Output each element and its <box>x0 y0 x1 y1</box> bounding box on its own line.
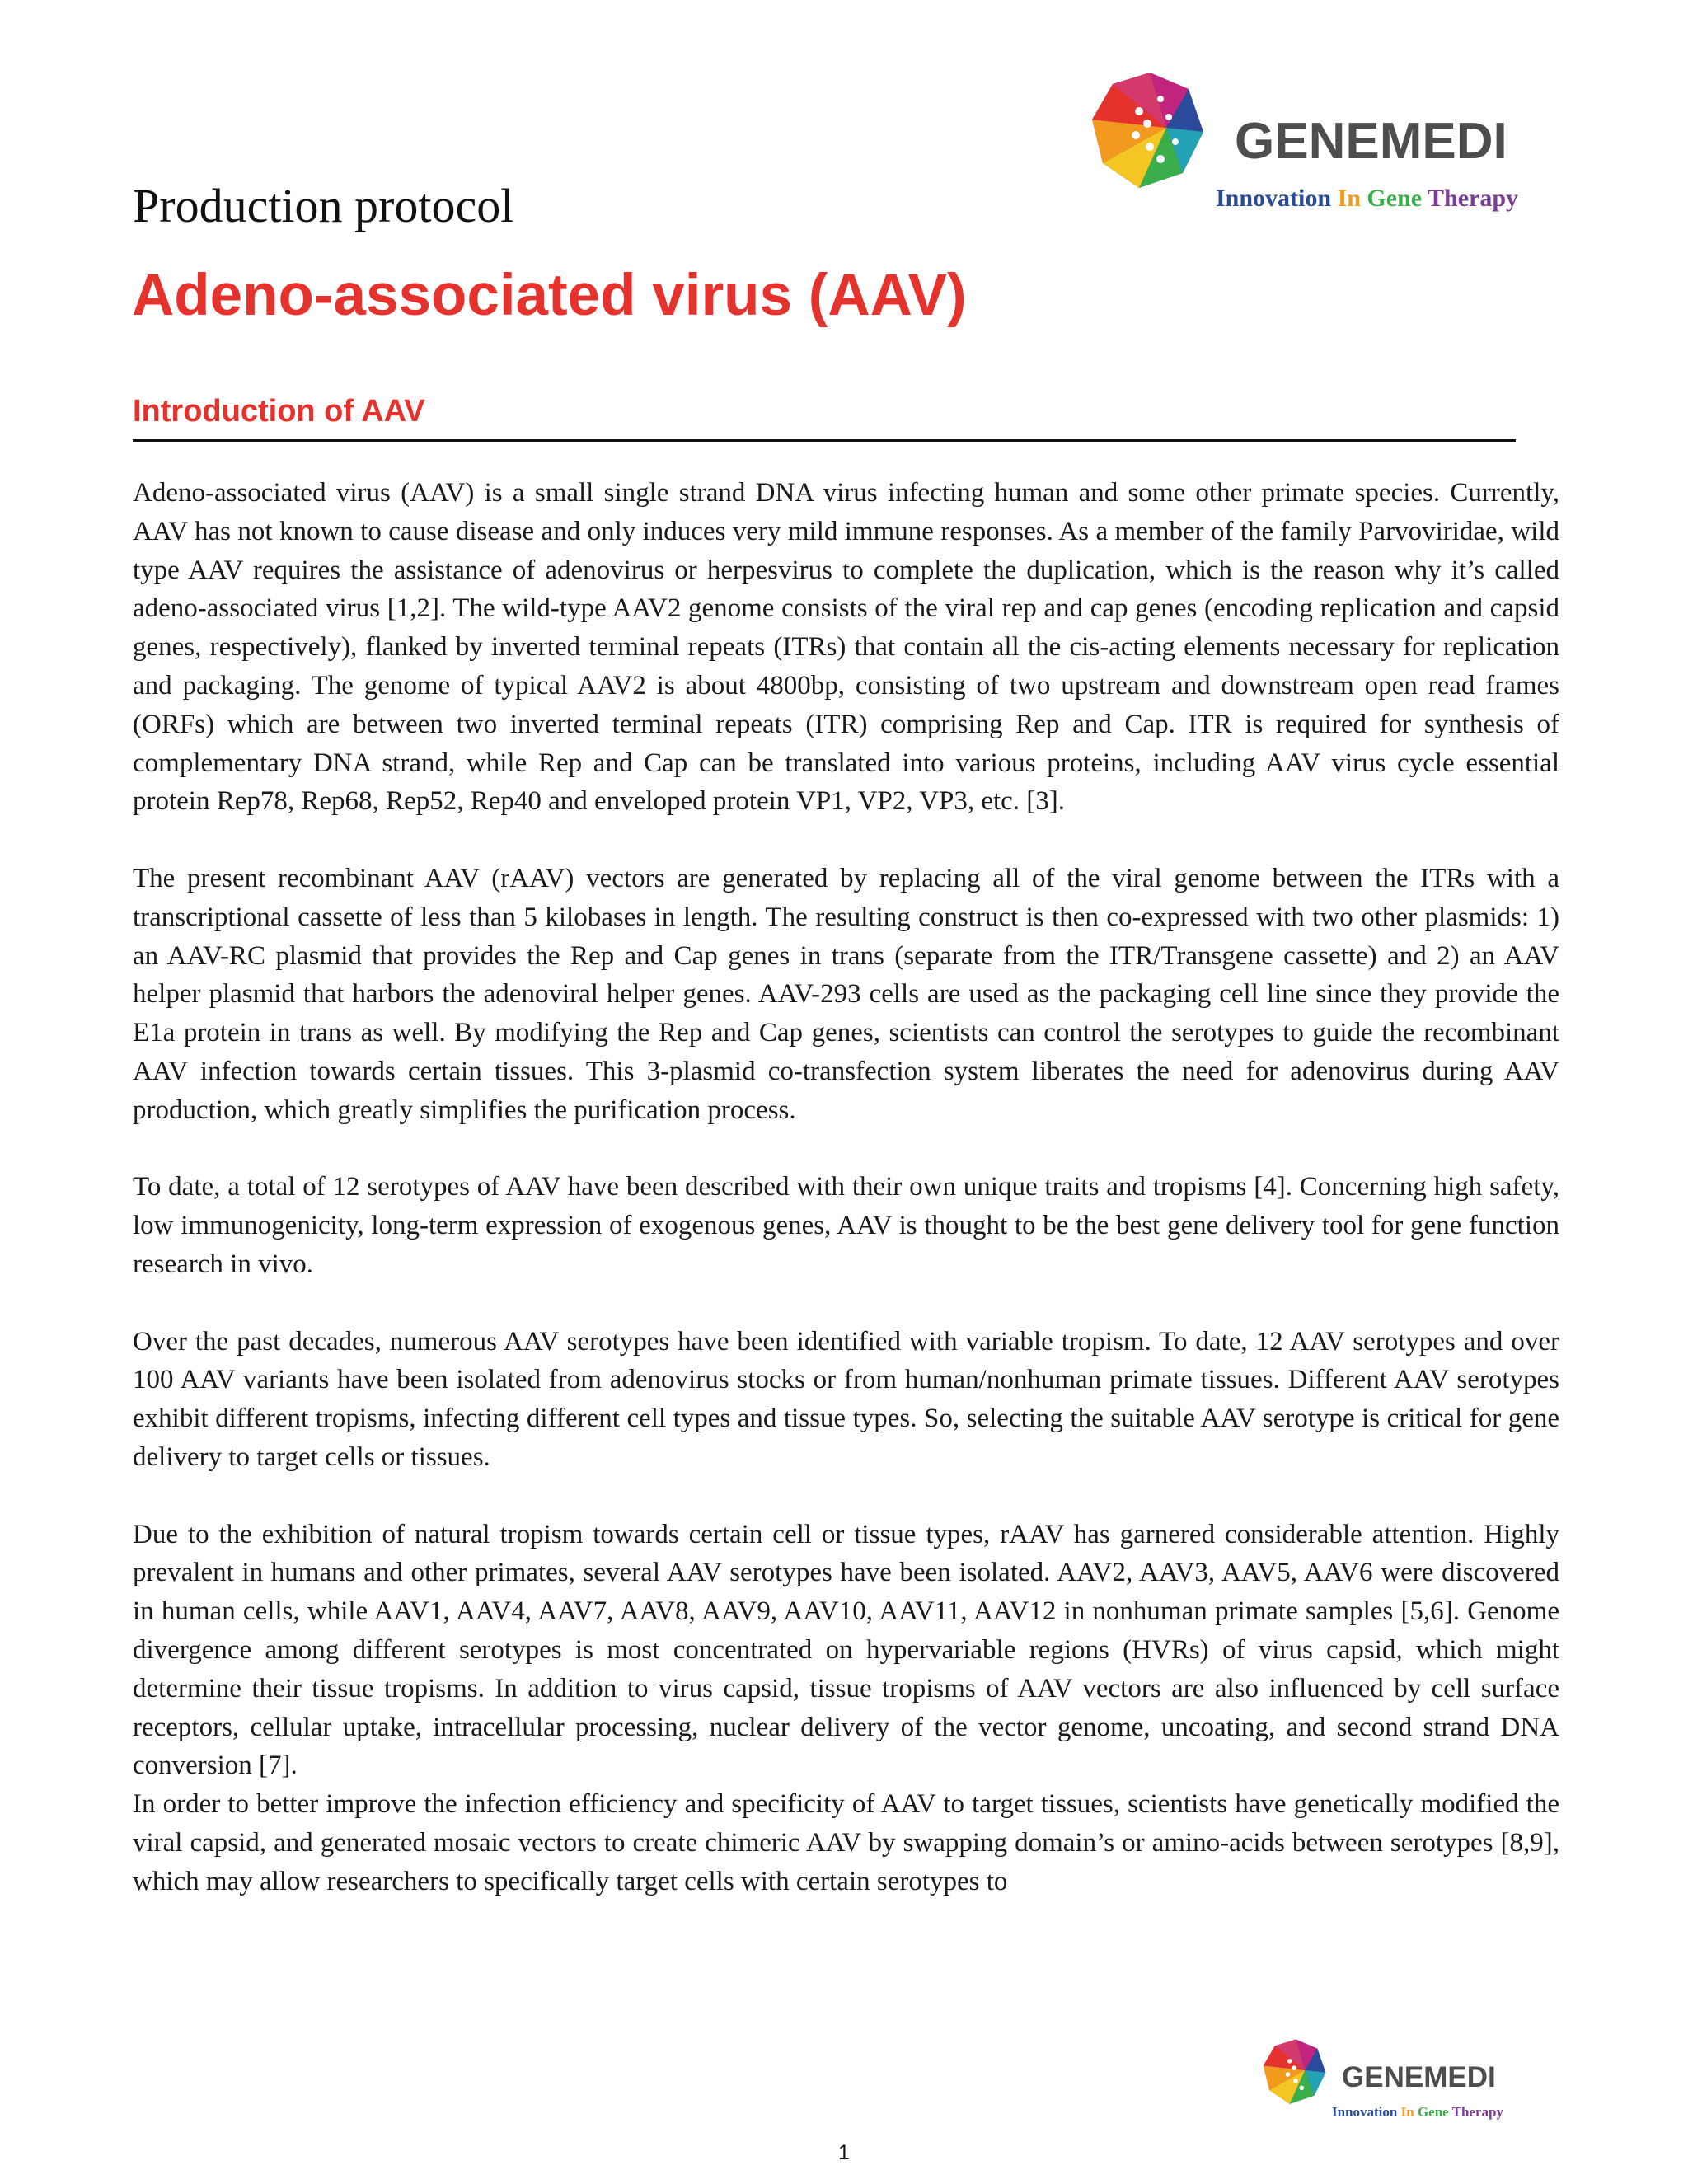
brand-tagline: Innovation In Gene Therapy <box>1332 2104 1504 2120</box>
paragraph: Adeno-associated virus (AAV) is a small single strand DNA virus infecting human and some other primate species. Currently, AAV has not known to cause disease and only induces very mild immune responses. As a member of the family Parvoviridae, wild type AAV requires the assistance of adenovirus or herpesvirus to complete the duplication, which is the reason why it’s called adeno-associated virus [1,2]. The wild-type AAV2 genome consists of the viral rep and cap genes (encoding replication and capsid genes, respectively), flanked by inverted terminal repeats (ITRs) that contain all the cis-acting elements necessary for replication and packaging. The genome of typical AAV2 is about 4800bp, consisting of two upstream and downstream open read frames (ORFs) which are between two inverted terminal repeats (ITR) comprising Rep and Cap. ITR is required for synthesis of complementary DNA strand, while Rep and Cap can be translated into various proteins, including AAV virus cycle essential protein Rep78, Rep68, Rep52, Rep40 and enveloped protein VP1, VP2, VP3, etc. [3]. <box>133 478 1559 817</box>
document-kicker: Production protocol <box>133 179 514 232</box>
paragraph: To date, a total of 12 serotypes of AAV have been described with their own unique traits and tropisms [4]. Concerning high safety, low immunogenicity, long-term expression of exogenous genes, AAV is thought to be the best gene delivery tool for gene function research in vivo. <box>133 1172 1559 1279</box>
brand-wordmark: GENEMEDI <box>1235 113 1507 170</box>
page-number: 1 <box>838 2141 850 2164</box>
hexagon-logo-icon <box>1264 2039 1326 2103</box>
genemedi-logo-bottom <box>1261 2036 1550 2126</box>
paragraph: In order to better improve the infection efficiency and specificity of AAV to target tissues, scientists have genetically modified the viral capsid, and generated mosaic vectors to create chimeric AAV by swapping domain’s or amino-acids between serotypes [8,9], which may allow researchers to specifically target cells with certain serotypes to <box>133 1789 1559 1896</box>
paragraph: The present recombinant AAV (rAAV) vectors are generated by replacing all of the viral genome between the ITRs with a transcriptional cassette of less than 5 kilobases in length. The resulting construct is then co-expressed with two other plasmids: 1) an AAV-RC plasmid that provides the Rep and Cap genes in trans (separate from the ITR/Transgene cassette) and 2) an AAV helper plasmid that harbors the adenoviral helper genes. AAV-293 cells are used as the packaging cell line since they provide the E1a protein in trans as well. By modifying the Rep and Cap genes, scientists can control the serotypes to guide the recombinant AAV infection towards certain tissues. This 3-plasmid co-transfection system liberates the need for adenovirus during AAV production, which greatly simplifies the purification process. <box>133 863 1559 1125</box>
page-title: Adeno-associated virus (AAV) <box>132 263 967 328</box>
brand-wordmark: GENEMEDI <box>1342 2061 1496 2093</box>
section-title: Introduction of AAV <box>133 394 425 429</box>
paragraph: Due to the exhibition of natural tropism towards certain cell or tissue types, rAAV has garnered considerable attention. Highly prevalent in humans and other primates, several AAV serotypes have been isolated. AAV2, AAV3, AAV5, AAV6 were discovered in human cells, while AAV1, AAV4, AAV7, AAV8, AAV9, AAV10, AAV11, AAV12 in nonhuman primate samples [5,6]. Genome divergence among different serotypes is most concentrated on hypervariable regions (HVRs) of virus capsid, which might determine their tissue tropisms. In addition to virus capsid, tissue tropisms of AAV vectors are also influenced by cell surface receptors, cellular uptake, intracellular processing, nuclear delivery of the vector genome, uncoating, and second strand DNA conversion [7]. <box>133 1519 1559 1781</box>
paragraph: Over the past decades, numerous AAV serotypes have been identified with variable tropism. To date, 12 AAV serotypes and over 100 AAV variants have been isolated from adenovirus stocks or from human/nonhuman primate tissues. Different AAV serotypes exhibit different tropisms, infecting different cell types and tissue types. So, selecting the suitable AAV serotype is critical for gene delivery to target cells or tissues. <box>133 1326 1559 1472</box>
body-content <box>133 474 1559 1900</box>
section-divider <box>133 439 1516 442</box>
brand-tagline: Innovation In Gene Therapy <box>1216 185 1519 212</box>
genemedi-logo-top <box>1088 66 1582 223</box>
hexagon-logo-icon <box>1092 73 1203 188</box>
